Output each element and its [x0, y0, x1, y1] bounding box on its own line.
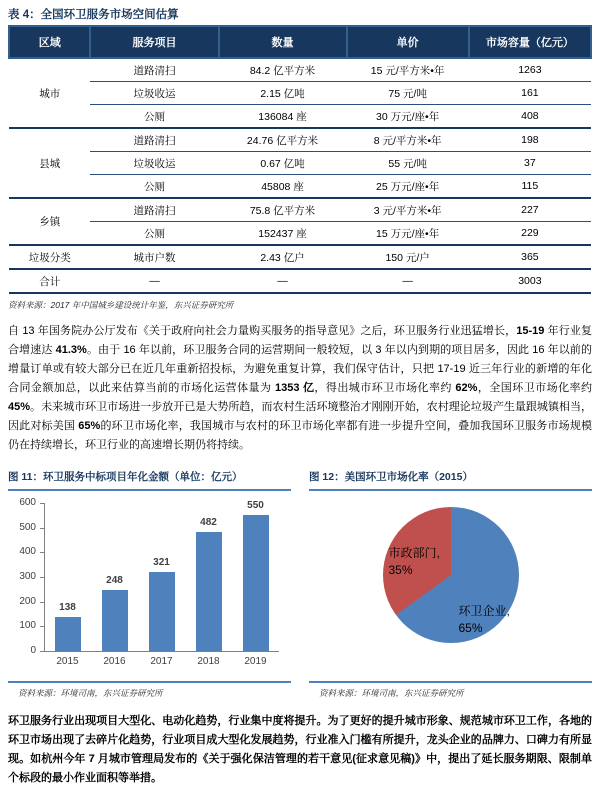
price-cell: 15 万元/座•年	[347, 222, 469, 246]
item-cell: 垃圾收运	[90, 82, 218, 105]
item-cell: 道路清扫	[90, 198, 218, 222]
cap-cell: 227	[469, 198, 591, 222]
x-tick-label: 2016	[103, 656, 126, 667]
y-tick-label: 600	[19, 497, 36, 508]
bar	[55, 617, 81, 651]
x-tick-label: 2019	[244, 656, 267, 667]
intro-paragraph	[8, 322, 592, 455]
bar	[102, 590, 128, 651]
figure-11	[8, 467, 291, 701]
table-row	[9, 152, 591, 175]
bar-chart	[8, 491, 291, 683]
x-tick-label: 2017	[150, 656, 173, 667]
header-quantity: 数量	[219, 26, 347, 58]
y-tick-mark	[40, 626, 44, 627]
y-tick-mark	[40, 552, 44, 553]
x-axis	[44, 651, 279, 652]
cap-cell: 1263	[469, 58, 591, 82]
qty-cell: 152437 座	[219, 222, 347, 246]
figure-12-title: 图 12：美国环卫市场化率（2015）	[309, 467, 592, 491]
cap-cell: 229	[469, 222, 591, 246]
item-cell: 公厕	[90, 105, 218, 129]
qty-cell: —	[219, 269, 347, 293]
paragraph-segment: 的环卫市场化率，我国城市与农村的环卫市场化率都有进一步提升空间，叠加我国环卫服务市场规模仍在持续增长，环卫行业的高速增长期仍将持续。	[8, 420, 592, 451]
figure-12-source: 资料来源：环境司南，东兴证券研究所	[319, 688, 464, 698]
bar-value-label: 321	[153, 556, 170, 568]
y-tick-label: 200	[19, 595, 36, 607]
paragraph-segment: 15-19	[516, 325, 545, 337]
y-tick-mark	[40, 651, 44, 652]
region-cell: 县城	[9, 128, 90, 198]
pie-label: 市政部门, 35%	[388, 546, 440, 577]
table-row	[9, 245, 591, 269]
header-region: 区域	[9, 26, 90, 58]
qty-cell: 75.8 亿平方米	[219, 198, 347, 222]
bar-value-label: 550	[247, 500, 264, 512]
qty-cell: 0.67 亿吨	[219, 152, 347, 175]
paragraph-segment: ，全国环卫市场化率约	[477, 382, 592, 394]
paragraph-segment: 41.3%	[55, 344, 87, 356]
paragraph-segment: 年行业复合增速达	[8, 325, 592, 356]
table-row	[9, 175, 591, 199]
cap-cell: 161	[469, 82, 591, 105]
item-cell: 城市户数	[90, 245, 218, 269]
item-cell: 垃圾收运	[90, 152, 218, 175]
cap-cell: 198	[469, 128, 591, 152]
table-header-row	[9, 26, 591, 58]
cap-cell: 115	[469, 175, 591, 199]
table-row	[9, 198, 591, 222]
paragraph-segment: ，得出城市环卫市场化率约	[314, 382, 456, 394]
qty-cell: 2.15 亿吨	[219, 82, 347, 105]
table-row	[9, 82, 591, 105]
cap-cell: 365	[469, 245, 591, 269]
qty-cell: 24.76 亿平方米	[219, 128, 347, 152]
y-tick-label: 300	[19, 571, 36, 582]
header-service: 服务项目	[90, 26, 218, 58]
item-cell: 道路清扫	[90, 58, 218, 82]
region-cell: 城市	[9, 58, 90, 128]
region-cell: 垃圾分类	[9, 245, 90, 269]
bar-value-label: 138	[59, 601, 76, 613]
price-cell: 3 元/平方米•年	[347, 198, 469, 222]
figure-11-source: 资料来源：环境司南，东兴证券研究所	[18, 688, 163, 698]
y-axis	[44, 503, 45, 651]
report-page	[8, 4, 592, 788]
table-source: 资料来源：2017 年中国城乡建设统计年鉴，东兴证券研究所	[8, 300, 234, 310]
y-tick-mark	[40, 503, 44, 504]
figures-row	[8, 467, 592, 701]
qty-cell: 2.43 亿户	[219, 245, 347, 269]
region-cell: 乡镇	[9, 198, 90, 245]
bar-value-label: 482	[200, 517, 217, 529]
pie-chart	[309, 491, 592, 683]
item-cell: 道路清扫	[90, 128, 218, 152]
bar	[196, 532, 222, 651]
paragraph-segment: 45%	[8, 401, 31, 413]
table-row	[9, 269, 591, 293]
y-tick-label: 0	[30, 645, 36, 656]
figure-11-title: 图 11：环卫服务中标项目年化金额（单位：亿元）	[8, 467, 291, 491]
paragraph-segment: 。由于 16 年以前，环卫服务合同的运营期间一般较短，以 3 年以内到期的项目居多，因此 16 年以前的增量订单或有较大部分已在近几年重新招投标，为避免重复计算，我们保守估计，只把 17-19 近三年行业的新增的年化合同金额加总，以此来估算当前的市场化运营体量为	[8, 344, 592, 394]
paragraph-segment: 65%	[78, 420, 101, 432]
paragraph-segment: 自 13 年国务院办公厅发布《关于政府向社会力量购买服务的指导意见》之后，环卫服务行业迅猛增长，	[8, 325, 517, 337]
bar	[243, 515, 269, 651]
y-tick-label: 100	[19, 620, 36, 632]
cap-cell: 408	[469, 105, 591, 129]
price-cell: 75 元/吨	[347, 82, 469, 105]
price-cell: 25 万元/座•年	[347, 175, 469, 199]
x-tick-label: 2015	[56, 656, 79, 667]
price-cell: 30 万元/座•年	[347, 105, 469, 129]
paragraph-segment: 。未来城市环卫市场进一步放开已是大势所趋，而农村生活环境整治才刚刚开始，农村理论垃圾产生量跟城镇相当，因此对标美国	[8, 401, 592, 432]
y-tick-label: 500	[19, 521, 36, 533]
bar	[149, 572, 175, 651]
table-row	[9, 128, 591, 152]
price-cell: 8 元/平方米•年	[347, 128, 469, 152]
price-cell: 150 元/户	[347, 245, 469, 269]
table-title: 表 4：全国环卫服务市场空间估算	[8, 9, 179, 21]
item-cell: 公厕	[90, 222, 218, 246]
price-cell: 15 元/平方米•年	[347, 58, 469, 82]
qty-cell: 84.2 亿平方米	[219, 58, 347, 82]
cap-cell: 3003	[469, 269, 591, 293]
y-tick-mark	[40, 577, 44, 578]
region-cell: 合计	[9, 269, 90, 293]
figure-12	[309, 467, 592, 701]
paragraph-segment: 62%	[455, 382, 478, 394]
bar-value-label: 248	[106, 574, 123, 586]
price-cell: —	[347, 269, 469, 293]
price-cell: 55 元/吨	[347, 152, 469, 175]
qty-cell: 136084 座	[219, 105, 347, 129]
paragraph-segment: 1353 亿	[274, 382, 315, 394]
item-cell: —	[90, 269, 218, 293]
market-table	[8, 25, 592, 294]
header-price: 单价	[347, 26, 469, 58]
pie-label: 环卫企业, 65%	[458, 604, 510, 635]
header-capacity: 市场容量（亿元）	[469, 26, 591, 58]
table-row	[9, 58, 591, 82]
closing-paragraph: 环卫服务行业出现项目大型化、电动化趋势，行业集中度将提升。为了更好的提升城市形象、规范城市环卫工作，各地的环卫市场出现了去碎片化趋势，行业项目成大型化发展趋势，行业准入门槛有所提升，龙头企业的品牌力、口碑力有所显现。如杭州今年 7 月城市管理局发布的《关于强化保洁管理的若干意见(征求意见稿)》中，提出了延长服务期限、限制单个标段的最小作业面积等举措。	[8, 715, 592, 784]
x-tick-label: 2018	[197, 656, 220, 667]
y-tick-mark	[40, 528, 44, 529]
table-row	[9, 105, 591, 129]
qty-cell: 45808 座	[219, 175, 347, 199]
item-cell: 公厕	[90, 175, 218, 199]
table-row	[9, 222, 591, 246]
y-tick-label: 400	[19, 546, 36, 558]
cap-cell: 37	[469, 152, 591, 175]
